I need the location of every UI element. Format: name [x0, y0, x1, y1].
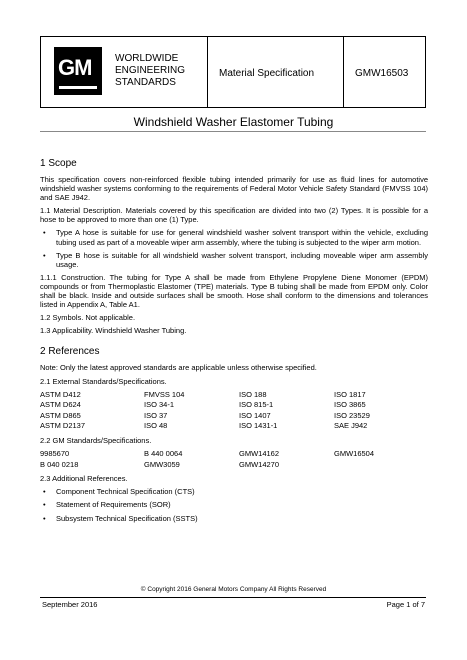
- page-number: Page 1 of 7: [386, 600, 425, 609]
- standard-ref: ASTM D865: [40, 410, 81, 420]
- gm-logo-underline: [59, 86, 97, 89]
- org-line: ENGINEERING: [115, 65, 186, 76]
- type-list: [40, 228, 428, 268]
- standard-ref: ISO 37: [144, 410, 168, 420]
- section-gap: [40, 339, 428, 346]
- standard-ref: ASTM D2137: [40, 421, 86, 431]
- external-standards-heading: 2.1 External Standards/Specifications.: [40, 376, 167, 386]
- gm-logo-text: GM: [58, 55, 92, 80]
- standard-ref: SAE J942: [334, 421, 368, 431]
- additional-references-list: [40, 487, 428, 522]
- standard-ref: FMVSS 104: [144, 389, 185, 399]
- gm-standards-heading: 2.2 GM Standards/Specifications.: [40, 435, 152, 445]
- document-body: [40, 158, 428, 527]
- org-line: WORLDWIDE: [115, 53, 179, 64]
- footer-date: September 2016: [42, 600, 98, 609]
- applicability-paragraph: 1.3 Applicability. Windshield Washer Tubing.: [40, 326, 187, 336]
- footer-divider: [40, 597, 426, 598]
- section-heading-references: 2 References: [40, 346, 100, 358]
- standard-ref: [334, 460, 428, 471]
- org-line: STANDARDS: [115, 77, 176, 88]
- doc-number: GMW16503: [355, 68, 409, 79]
- standard-ref: ISO 3865: [334, 400, 366, 410]
- gm-standards-grid: [40, 449, 428, 470]
- list-item: • Component Technical Specification (CTS): [40, 487, 428, 496]
- doc-type: Material Specification: [219, 68, 315, 79]
- list-item: • Type A hose is suitable for use for general windshield washer solvent transport within the vehicle, excluding tubing used as part of a moveable wiper arm assembly, where the tubing is subjected to the wiper arm motion.: [40, 228, 428, 246]
- document-header: [40, 36, 426, 108]
- logo-cell: [41, 37, 208, 107]
- standard-ref: B 040 0218: [40, 459, 79, 469]
- standard-ref: ISO 1431-1: [239, 421, 278, 431]
- org-name: [115, 53, 185, 89]
- doc-number-cell: [343, 37, 425, 107]
- additional-references-heading: 2.3 Additional References.: [40, 474, 128, 484]
- section-heading-scope: 1 Scope: [40, 158, 77, 169]
- standard-ref: ISO 188: [239, 389, 267, 399]
- title-divider: [40, 131, 426, 132]
- scope-intro: This specification covers non-reinforced flexible tubing intended primarily for use as fluid lines for automotive windshield washer systems conforming to the requirements of Federal Motor Vehicle Safety Standard (FMVSS 104) and SAE J942.: [40, 175, 428, 203]
- list-item: • Subsystem Technical Specification (SSTS): [40, 514, 428, 523]
- external-standards-grid: [40, 390, 428, 432]
- standard-ref: ISO 23529: [334, 410, 370, 420]
- list-item: • Type B hose is suitable for all windshield washer solvent transport, including moveable wiper arm assembly usage.: [40, 251, 428, 269]
- references-note: Note: Only the latest approved standards are applicable unless otherwise specified.: [40, 363, 317, 373]
- standard-ref: GMW14162: [239, 449, 280, 459]
- gm-logo: [54, 47, 102, 95]
- standard-ref: ISO 34-1: [144, 400, 175, 410]
- construction-paragraph: 1.1.1 Construction. The tubing for Type A shall be made from Ethylene Propylene Diene Monomer (EPDM) compounds or from Thermoplastic Elastomer (TPE) materials. Type B tubing shall be made from EPDM only. Color shall be black. Inside and outside surfaces shall be smooth. Hose shall conform to the dimensions and tolerances listed in Appendix A, Table A1.: [40, 272, 428, 310]
- standard-ref: ISO 815-1: [239, 400, 274, 410]
- standard-ref: ISO 48: [144, 421, 168, 431]
- standard-ref: GMW16504: [334, 449, 375, 459]
- copyright-notice: © Copyright 2016 General Motors Company All Rights Reserved: [140, 586, 327, 593]
- standard-ref: GMW3059: [144, 459, 180, 469]
- document-title: Windshield Washer Elastomer Tubing: [133, 115, 334, 129]
- list-item: • Statement of Requirements (SOR): [40, 500, 428, 509]
- standard-ref: ISO 1407: [239, 410, 271, 420]
- standard-ref: ASTM D624: [40, 400, 81, 410]
- standard-ref: GMW14270: [239, 459, 280, 469]
- symbols-paragraph: 1.2 Symbols. Not applicable.: [40, 313, 136, 323]
- standard-ref: ISO 1817: [334, 389, 366, 399]
- doc-type-cell: [207, 37, 344, 107]
- standard-ref: 9985670: [40, 449, 70, 459]
- standard-ref: ASTM D412: [40, 389, 81, 399]
- standard-ref: B 440 0064: [144, 449, 183, 459]
- material-description: 1.1 Material Description. Materials covered by this specification are divided into two (2) Types. It is possible for a hose to be approved to more than one (1) Type.: [40, 206, 428, 225]
